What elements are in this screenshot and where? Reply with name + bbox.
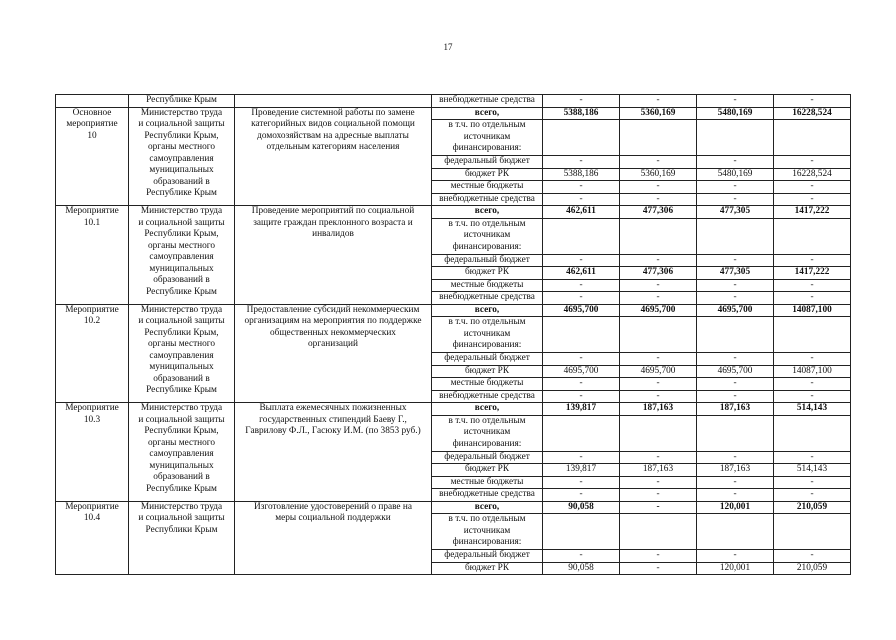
amount-cell: - xyxy=(620,181,697,194)
amount-cell: - xyxy=(543,476,620,489)
amount-cell: - xyxy=(543,279,620,292)
amount-cell: - xyxy=(774,181,851,194)
amount-cell: 477,305 xyxy=(697,206,774,219)
amount-cell: 187,163 xyxy=(620,464,697,477)
funding-source-cell: бюджет РК xyxy=(432,464,543,477)
amount-cell: - xyxy=(620,292,697,305)
amount-cell: 210,059 xyxy=(774,562,851,575)
amount-cell: - xyxy=(697,550,774,563)
amount-cell: - xyxy=(620,353,697,366)
amount-cell: - xyxy=(620,550,697,563)
amount-cell: - xyxy=(697,156,774,169)
amount-cell: 5388,186 xyxy=(543,107,620,120)
amount-cell xyxy=(620,317,697,353)
amount-cell: 1417,222 xyxy=(774,267,851,280)
amount-cell xyxy=(543,120,620,156)
amount-cell xyxy=(774,120,851,156)
amount-cell: - xyxy=(543,181,620,194)
executor-cell: Министерство труда и социальной защиты Республики Крым, органы местного самоуправления муниципальных образований в Республике Крым xyxy=(129,304,235,403)
amount-cell: 187,163 xyxy=(697,403,774,416)
amount-cell: 4695,700 xyxy=(543,304,620,317)
measure-name-cell: Мероприятие 10.3 xyxy=(56,403,129,502)
amount-cell: - xyxy=(543,390,620,403)
amount-cell: - xyxy=(543,193,620,206)
table-body xyxy=(56,95,851,575)
amount-cell: 187,163 xyxy=(620,403,697,416)
funding-source-cell: всего, xyxy=(432,107,543,120)
amount-cell: - xyxy=(774,254,851,267)
amount-cell: 14087,100 xyxy=(774,304,851,317)
amount-cell: - xyxy=(697,95,774,108)
amount-cell: - xyxy=(774,476,851,489)
amount-cell xyxy=(774,415,851,451)
amount-cell xyxy=(774,317,851,353)
amount-cell: 4695,700 xyxy=(620,365,697,378)
amount-cell xyxy=(697,120,774,156)
funding-source-cell: внебюджетные средства xyxy=(432,390,543,403)
amount-cell: - xyxy=(543,95,620,108)
amount-cell: - xyxy=(774,489,851,502)
amount-cell: - xyxy=(774,156,851,169)
table-row xyxy=(56,501,851,514)
amount-cell: - xyxy=(697,378,774,391)
amount-cell: 139,817 xyxy=(543,403,620,416)
funding-source-cell: всего, xyxy=(432,403,543,416)
funding-source-cell: местные бюджеты xyxy=(432,181,543,194)
amount-cell: 120,001 xyxy=(697,562,774,575)
executor-cell: Республике Крым xyxy=(129,95,235,108)
amount-cell: 462,611 xyxy=(543,206,620,219)
amount-cell xyxy=(697,514,774,550)
funding-source-cell: всего, xyxy=(432,206,543,219)
amount-cell: 5388,186 xyxy=(543,168,620,181)
funding-source-cell: местные бюджеты xyxy=(432,378,543,391)
amount-cell: - xyxy=(697,193,774,206)
amount-cell: 514,143 xyxy=(774,403,851,416)
amount-cell xyxy=(697,317,774,353)
amount-cell: - xyxy=(697,254,774,267)
amount-cell: 477,306 xyxy=(620,267,697,280)
amount-cell: - xyxy=(774,390,851,403)
amount-cell: - xyxy=(774,95,851,108)
amount-cell: - xyxy=(543,489,620,502)
table-row xyxy=(56,304,851,317)
description-cell: Проведение системной работы по замене категорийных видов социальной помощи домохозяйствам на адресные выплаты отдельным категориям населения xyxy=(235,107,432,206)
amount-cell xyxy=(697,415,774,451)
amount-cell: - xyxy=(774,378,851,391)
amount-cell: - xyxy=(774,279,851,292)
funding-source-cell: федеральный бюджет xyxy=(432,254,543,267)
amount-cell: - xyxy=(620,390,697,403)
amount-cell: 4695,700 xyxy=(620,304,697,317)
amount-cell: 16228,524 xyxy=(774,107,851,120)
amount-cell: - xyxy=(697,451,774,464)
measure-name-cell xyxy=(56,95,129,108)
amount-cell: - xyxy=(543,550,620,563)
amount-cell: - xyxy=(697,390,774,403)
amount-cell: 1417,222 xyxy=(774,206,851,219)
amount-cell: - xyxy=(620,193,697,206)
amount-cell: 4695,700 xyxy=(543,365,620,378)
executor-cell: Министерство труда и социальной защиты Республики Крым, органы местного самоуправления муниципальных образований в Республике Крым xyxy=(129,107,235,206)
funding-source-cell: бюджет РК xyxy=(432,267,543,280)
measure-name-cell: Основное мероприятие 10 xyxy=(56,107,129,206)
funding-source-cell: бюджет РК xyxy=(432,365,543,378)
amount-cell xyxy=(543,218,620,254)
funding-source-cell: всего, xyxy=(432,501,543,514)
amount-cell: - xyxy=(543,353,620,366)
amount-cell: 14087,100 xyxy=(774,365,851,378)
amount-cell: 5480,169 xyxy=(697,107,774,120)
description-cell: Предоставление субсидий некоммерческим организациям на мероприятия по поддержке общественных некоммерческих организаций xyxy=(235,304,432,403)
amount-cell: 120,001 xyxy=(697,501,774,514)
measure-name-cell: Мероприятие 10.1 xyxy=(56,206,129,305)
amount-cell xyxy=(620,120,697,156)
amount-cell: - xyxy=(774,353,851,366)
amount-cell xyxy=(543,317,620,353)
description-cell xyxy=(235,95,432,108)
funding-source-cell: внебюджетные средства xyxy=(432,95,543,108)
amount-cell: - xyxy=(543,378,620,391)
amount-cell: - xyxy=(543,156,620,169)
amount-cell xyxy=(543,415,620,451)
funding-source-cell: в т.ч. по отдельным источникам финансирования: xyxy=(432,120,543,156)
amount-cell: 477,305 xyxy=(697,267,774,280)
amount-cell xyxy=(774,514,851,550)
measure-name-cell: Мероприятие 10.2 xyxy=(56,304,129,403)
amount-cell: - xyxy=(620,562,697,575)
amount-cell: - xyxy=(697,181,774,194)
amount-cell: 462,611 xyxy=(543,267,620,280)
funding-source-cell: федеральный бюджет xyxy=(432,353,543,366)
amount-cell: 16228,524 xyxy=(774,168,851,181)
page-number: 17 xyxy=(443,42,453,52)
amount-cell: - xyxy=(697,292,774,305)
amount-cell: - xyxy=(620,451,697,464)
amount-cell: - xyxy=(620,378,697,391)
amount-cell: - xyxy=(620,95,697,108)
funding-source-cell: федеральный бюджет xyxy=(432,156,543,169)
amount-cell: - xyxy=(774,292,851,305)
table-row xyxy=(56,107,851,120)
amount-cell: - xyxy=(620,279,697,292)
funding-source-cell: бюджет РК xyxy=(432,562,543,575)
funding-source-cell: внебюджетные средства xyxy=(432,292,543,305)
funding-source-cell: местные бюджеты xyxy=(432,476,543,489)
funding-source-cell: в т.ч. по отдельным источникам финансирования: xyxy=(432,514,543,550)
amount-cell: 5360,169 xyxy=(620,107,697,120)
amount-cell xyxy=(620,218,697,254)
executor-cell: Министерство труда и социальной защиты Республики Крым xyxy=(129,501,235,575)
amount-cell xyxy=(774,218,851,254)
amount-cell xyxy=(543,514,620,550)
amount-cell: - xyxy=(697,489,774,502)
amount-cell: 4695,700 xyxy=(697,365,774,378)
description-cell: Выплата ежемесячных пожизненных государственных стипендий Баеву Г., Гаврилову Ф.Л., Гасюку И.М. (по 3853 руб.) xyxy=(235,403,432,502)
amount-cell xyxy=(620,415,697,451)
table-row xyxy=(56,95,851,108)
funding-source-cell: федеральный бюджет xyxy=(432,451,543,464)
amount-cell: 210,059 xyxy=(774,501,851,514)
amount-cell: - xyxy=(620,501,697,514)
amount-cell: 477,306 xyxy=(620,206,697,219)
amount-cell: 90,058 xyxy=(543,562,620,575)
amount-cell: 514,143 xyxy=(774,464,851,477)
amount-cell: - xyxy=(620,254,697,267)
amount-cell: - xyxy=(543,254,620,267)
amount-cell: - xyxy=(697,353,774,366)
amount-cell: - xyxy=(620,156,697,169)
amount-cell: 187,163 xyxy=(697,464,774,477)
description-cell: Проведение мероприятий по социальной защите граждан преклонного возраста и инвалидов xyxy=(235,206,432,305)
amount-cell: - xyxy=(697,279,774,292)
measure-name-cell: Мероприятие 10.4 xyxy=(56,501,129,575)
funding-source-cell: в т.ч. по отдельным источникам финансирования: xyxy=(432,218,543,254)
funding-source-cell: всего, xyxy=(432,304,543,317)
amount-cell xyxy=(620,514,697,550)
funding-source-cell: бюджет РК xyxy=(432,168,543,181)
funding-source-cell: в т.ч. по отдельным источникам финансирования: xyxy=(432,415,543,451)
amount-cell: - xyxy=(697,476,774,489)
amount-cell: - xyxy=(543,292,620,305)
budget-table xyxy=(55,94,851,575)
table-row xyxy=(56,403,851,416)
amount-cell xyxy=(697,218,774,254)
amount-cell: 139,817 xyxy=(543,464,620,477)
funding-source-cell: внебюджетные средства xyxy=(432,193,543,206)
executor-cell: Министерство труда и социальной защиты Республики Крым, органы местного самоуправления муниципальных образований в Республике Крым xyxy=(129,403,235,502)
amount-cell: - xyxy=(774,193,851,206)
amount-cell: - xyxy=(774,451,851,464)
funding-source-cell: внебюджетные средства xyxy=(432,489,543,502)
amount-cell: 5480,169 xyxy=(697,168,774,181)
funding-source-cell: в т.ч. по отдельным источникам финансирования: xyxy=(432,317,543,353)
executor-cell: Министерство труда и социальной защиты Республики Крым, органы местного самоуправления муниципальных образований в Республике Крым xyxy=(129,206,235,305)
amount-cell: 90,058 xyxy=(543,501,620,514)
amount-cell: - xyxy=(620,476,697,489)
description-cell: Изготовление удостоверений о праве на меры социальной поддержки xyxy=(235,501,432,575)
amount-cell: - xyxy=(774,550,851,563)
amount-cell: 4695,700 xyxy=(697,304,774,317)
funding-source-cell: федеральный бюджет xyxy=(432,550,543,563)
amount-cell: - xyxy=(543,451,620,464)
amount-cell: 5360,169 xyxy=(620,168,697,181)
table-row xyxy=(56,206,851,219)
funding-source-cell: местные бюджеты xyxy=(432,279,543,292)
amount-cell: - xyxy=(620,489,697,502)
